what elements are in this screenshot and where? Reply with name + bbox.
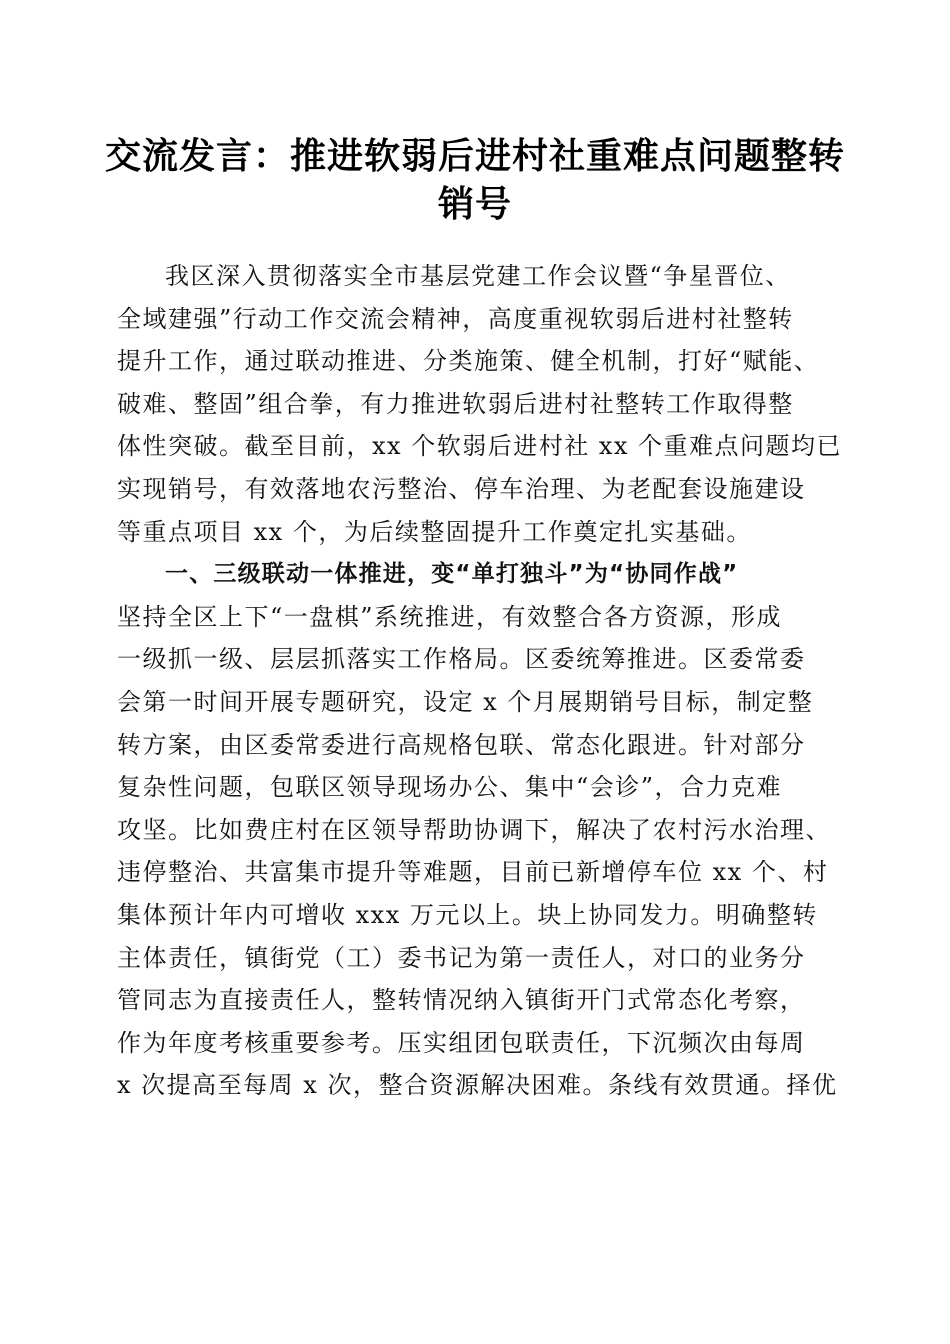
paragraph-line: 我区深入贯彻落实全市基层党建工作会议暨“争星晋位、 <box>165 262 791 290</box>
paragraph-line: 集体预计年内可增收 xxx 万元以上。块上协同发力。明确整转 <box>117 900 818 929</box>
document-title <box>100 132 850 228</box>
paragraph-line: 攻坚。比如费庄村在区领导帮助协调下，解决了农村污水治理、 <box>117 815 831 844</box>
paragraph-line: 坚持全区上下“一盘棋”系统推进，有效整合各方资源，形成 <box>117 602 783 631</box>
paragraph-line: 主体责任，镇街党（工）委书记为第一责任人，对口的业务分 <box>117 943 806 972</box>
title-line-1: 交流发言：推进软弱后进村社重难点问题整转 <box>104 135 845 177</box>
paragraph-line: 复杂性问题，包联区领导现场办公、集中“会诊”，合力克难 <box>117 773 783 802</box>
paragraph-line: x 次提高至每周 x 次，整合资源解决困难。条线有效贯通。择优 <box>117 1071 838 1100</box>
section-heading: 一、三级联动一体推进，变“单打独斗”为“协同作战” <box>165 561 739 588</box>
paragraph-line: 会第一时间开展专题研究，设定 x 个月展期销号目标，制定整 <box>117 687 814 716</box>
document-body <box>117 255 843 1107</box>
paragraph-line: 管同志为直接责任人，整转情况纳入镇街开门式常态化考察， <box>117 986 806 1015</box>
paragraph-line: 体性突破。截至目前，xx 个软弱后进村社 xx 个重难点问题均已 <box>117 432 843 461</box>
paragraph-line: 违停整治、共富集市提升等难题，目前已新增停车位 xx 个、村 <box>117 858 829 887</box>
paragraph-line: 等重点项目 xx 个，为后续整固提升工作奠定扎实基础。 <box>117 517 752 546</box>
paragraph-line: 作为年度考核重要参考。压实组团包联责任，下沉频次由每周 <box>117 1028 806 1057</box>
paragraph-line: 提升工作，通过联动推进、分类施策、健全机制，打好“赋能、 <box>117 347 820 376</box>
title-line-2: 销号 <box>437 183 512 225</box>
paragraph-line: 全域建强”行动工作交流会精神，高度重视软弱后进村社整转 <box>117 304 794 333</box>
paragraph-line: 破难、整固”组合拳，有力推进软弱后进村社整转工作取得整 <box>117 389 794 418</box>
paragraph-line: 转方案，由区委常委进行高规格包联、常态化跟进。针对部分 <box>117 730 806 759</box>
paragraph-line: 一级抓一级、层层抓落实工作格局。区委统筹推进。区委常委 <box>117 645 806 674</box>
paragraph-line: 实现销号，有效落地农污整治、停车治理、为老配套设施建设 <box>117 474 806 503</box>
